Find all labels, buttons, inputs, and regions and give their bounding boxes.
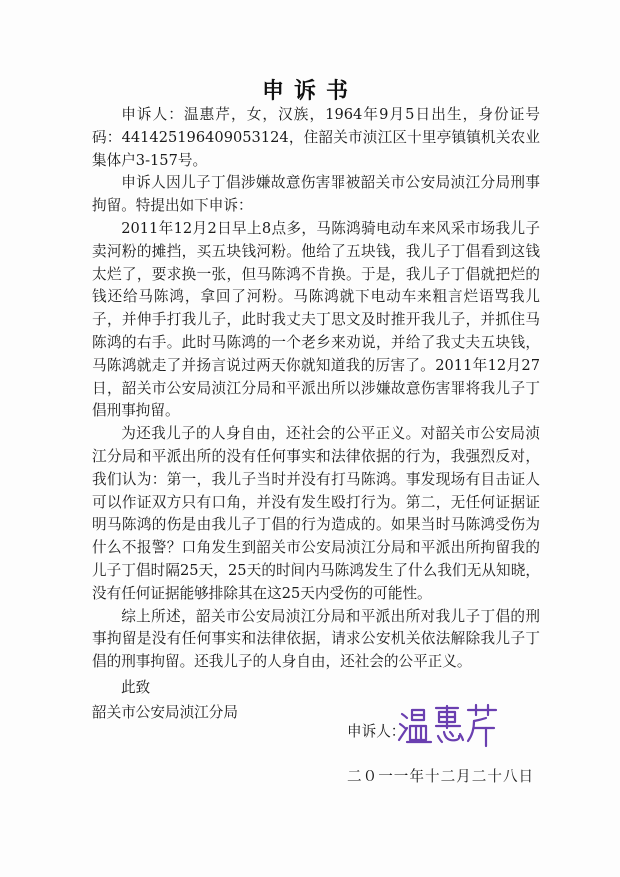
paragraph-argument: 为还我儿子的人身自由，还社会的公平正义。对韶关市公安局浈江分局和平派出所的没有任何事实和法律依据的行为，我强烈反对，我们认为：第一，我儿子当时并没有打马陈鸿。事发现场有目击证人可以作证双方只有口角，并没有发生殴打行为。第二，无任何证据证明马陈鸿的伤是由我儿子丁倡的行为造成的。如果当时马陈鸿受伤为什么不报警？口角发生到韶关市公安局浈江分局和平派出所拘留我的儿子丁倡时隔25天，25天的时间内马陈鸿发生了什么我们无从知晓，没有任何证据能够排除其在这25天内受伤的可能性。 bbox=[92, 425, 540, 602]
closing-salutation: 此致 bbox=[121, 679, 151, 696]
paragraph-appellant-info: 申诉人：温惠芹，女，汉族，1964年9月5日出生，身份证号码：441425196409053124，住韶关市浈江区十里亭镇镇机关农业集体户3-157号。 bbox=[92, 106, 540, 169]
handwritten-signature bbox=[396, 702, 500, 748]
recipient-name: 韶关市公安局浈江分局 bbox=[92, 704, 238, 721]
paragraph-appeal-intro: 申诉人因儿子丁倡涉嫌故意伤害罪被韶关市公安局浈江分局刑事拘留。特提出如下申诉： bbox=[92, 174, 540, 215]
signer-label: 申诉人： bbox=[347, 723, 406, 740]
document-title: 申诉书 bbox=[261, 78, 358, 104]
paragraph-conclusion: 综上所述，韶关市公安局浈江分局和平派出所对我儿子丁倡的刑事拘留是没有任何事实和法律依据，请求公安机关依法解除我儿子丁倡的刑事拘留。还我儿子的人身自由，还社会的公平正义。 bbox=[92, 607, 540, 671]
document-date: 二０一一年十二月二十八日 bbox=[347, 768, 535, 785]
paragraph-incident-account: 2011年12月2日早上8点多，马陈鸿骑电动车来风采市场我儿子卖河粉的摊挡，买五块钱河粉。他给了五块钱，我儿子丁倡看到这钱太烂了，要求换一张，但马陈鸿不肯换。于是，我儿子丁倡就把烂的钱还给马陈鸿，拿回了河粉。马陈鸿就下电动车来粗言烂语骂我儿子，并伸手打我儿子，此时我丈夫丁思文及时推开我儿子，并抓住马陈鸿的右手。此时马陈鸿的一个老乡来劝说，并给了我丈夫五块钱，马陈鸿就走了并扬言说过两天你就知道我的厉害了。2011年12月27日，韶关市公安局浈江分局和平派出所以涉嫌故意伤害罪将我儿子丁倡刑事拘留。 bbox=[92, 219, 540, 420]
document-body bbox=[92, 104, 540, 674]
